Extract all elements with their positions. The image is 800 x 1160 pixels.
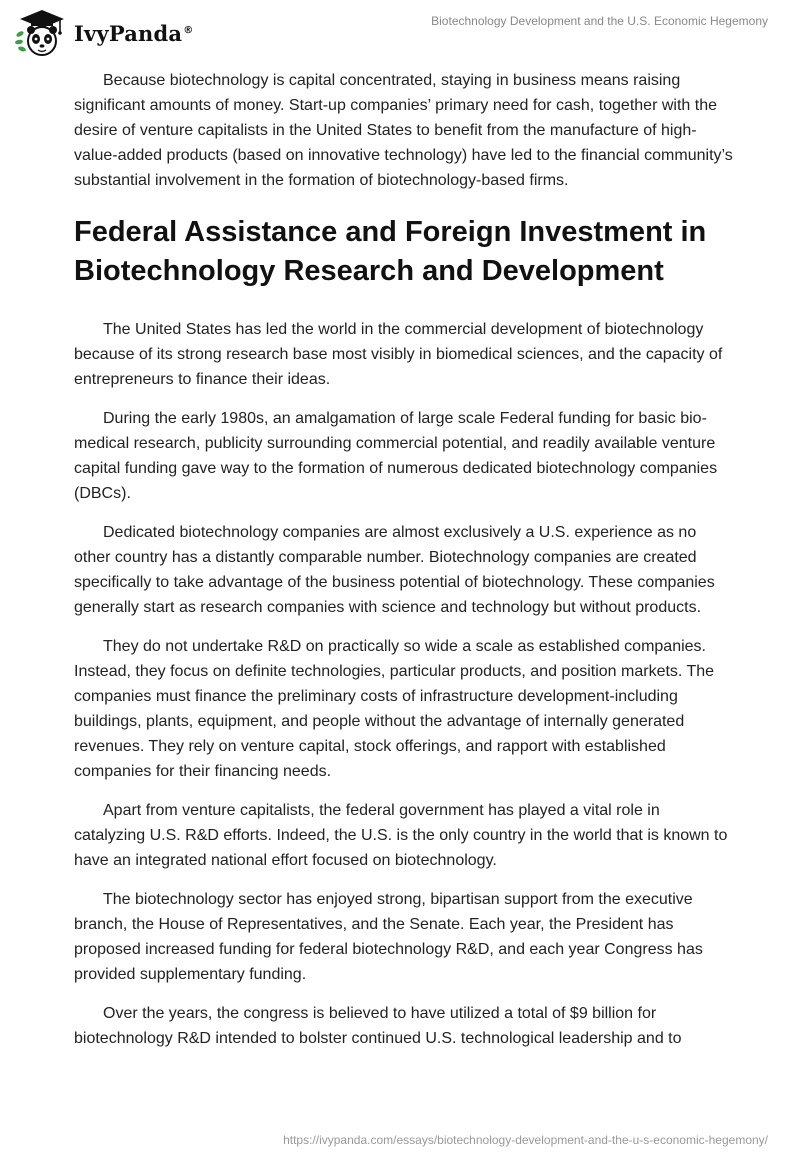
body-paragraph: They do not undertake R&D on practically so wide a scale as established companies. Instead, they focus on definite technologies, particular products, and position markets. The companies must finance the preliminary costs of infrastructure development-including buildings, plants, equipment, and people without the advantage of internally generated revenues. They rely on venture capital, stock offerings, and rapport with established companies for their financing needs. [74, 638, 715, 780]
intro-paragraph: Because biotechnology is capital concentrated, staying in business means raising significant amounts of money. Start-up companies’ primary need for cash, together with the desire of venture capitalists in the United States to benefit from the manufacture of high-value-added products (based on innovative technology) have led to the financial community’s substantial involvement in the formation of biotechnology-based firms. [74, 72, 733, 189]
ivypanda-logo[interactable] [14, 8, 193, 58]
body-paragraph: Dedicated biotechnology companies are almost exclusively a U.S. experience as no other country has a distantly comparable number. Biotechnology companies are created specifically to take advantage of the business potential of biotechnology. These companies generally start as research companies with science and technology but without products. [74, 524, 715, 616]
document-header-title: Biotechnology Development and the U.S. Economic Hegemony [431, 14, 768, 28]
body-paragraph: The United States has led the world in the commercial development of biotechnology because of its strong research base most visibly in biomedical sciences, and the capacity of entrepreneurs to finance their ideas. [74, 321, 723, 388]
body-paragraph: During the early 1980s, an amalgamation of large scale Federal funding for basic bio-medical research, publicity surrounding commercial potential, and readily available venture capital funding gave way to the formation of numerous dedicated biotechnology companies (DBCs). [74, 410, 718, 502]
source-url-link[interactable]: https://ivypanda.com/essays/biotechnology-development-and-the-u-s-economic-hegemony/ [283, 1133, 768, 1147]
logo-wordmark: IvyPanda® [74, 20, 194, 46]
page-header [0, 0, 800, 70]
document-body [74, 68, 734, 1065]
body-paragraph: The biotechnology sector has enjoyed strong, bipartisan support from the executive branch, the House of Representatives, and the Senate. Each year, the President has proposed increased funding for federal biotechnology R&D, and each year Congress has provided supplementary funding. [74, 891, 703, 983]
registered-mark: ® [183, 24, 194, 36]
body-paragraph: Over the years, the congress is believed to have utilized a total of $9 billion for biotechnology R&D intended to bolster continued U.S. technological leadership and to [74, 1005, 682, 1047]
panda-graduate-icon [14, 8, 70, 58]
section-heading: Federal Assistance and Foreign Investment in Biotechnology Research and Development [74, 216, 707, 287]
body-paragraph: Apart from venture capitalists, the federal government has played a vital role in catalyzing U.S. R&D efforts. Indeed, the U.S. is the only country in the world that is known to have an integrated national effort focused on biotechnology. [74, 802, 728, 869]
